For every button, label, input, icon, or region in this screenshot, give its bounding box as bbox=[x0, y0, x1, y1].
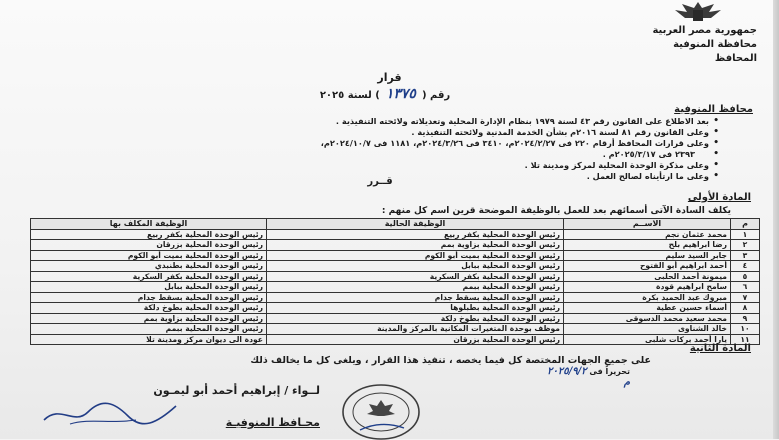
assigned-job: رئيس الوحدة المحلية بطنبدي bbox=[31, 261, 267, 272]
employee-name: رضا ابراهيم بلح bbox=[564, 240, 731, 251]
assigned-job: عودة الى ديوان مركز ومدينة تلا bbox=[31, 334, 267, 345]
table-row bbox=[31, 261, 760, 272]
row-index: ٦ bbox=[731, 282, 760, 293]
table-row bbox=[31, 240, 760, 251]
signatory-name: لــواء / إبراهيم أحمد أبو ليمـون bbox=[153, 384, 320, 397]
current-job: رئيس الوحدة المحلية بطبلوها bbox=[267, 303, 564, 314]
decree-number: ١٣٧٥ bbox=[385, 86, 416, 102]
col-header-current-job: الوظيفة الحالية bbox=[267, 219, 564, 230]
current-job: رئيس الوحدة المحلية بكفر ربيع bbox=[267, 229, 564, 240]
row-index: ٨ bbox=[731, 303, 760, 314]
preamble-item: • ٢٣٩٣ فى ٢٠٢٥/٣/١٧م . bbox=[79, 149, 719, 160]
employee-name: أحمد ابراهيم أبو الفتوح bbox=[564, 261, 731, 272]
decree-number-prefix: رقم ( bbox=[421, 90, 451, 101]
assigned-job: رئيس الوحدة المحلية بسقط جدام bbox=[31, 292, 267, 303]
article1-text: يكلف السادة الآتى أسمائهم بعد للعمل بالوظيفة الموضحة قرين اسم كل منهم : bbox=[381, 206, 731, 216]
employee-name: ميمونة أحمد الحلبى bbox=[564, 271, 731, 282]
issue-date bbox=[540, 366, 630, 388]
preamble-item: • وعلى مذكرة الوحدة المحلية لمركز ومدينة تلا . bbox=[79, 160, 719, 171]
table-row bbox=[31, 313, 760, 324]
table-row bbox=[31, 303, 760, 314]
table-body bbox=[31, 229, 760, 345]
decided-heading: قــرر bbox=[367, 176, 393, 187]
governor-heading: محافظ المنوفية bbox=[674, 104, 753, 115]
assigned-job: رئيس الوحدة المحلية بكفر ربيع bbox=[31, 229, 267, 240]
current-job: رئيس الوحدة المحلية ببابل bbox=[267, 261, 564, 272]
assigned-job: رئيس الوحدة المحلية بكفر السكرية bbox=[31, 271, 267, 282]
issue-date-prefix: تحريراً فى bbox=[589, 367, 630, 376]
issue-date-value: ٢٠٢٥/٩/٢ م bbox=[547, 366, 630, 388]
row-index: ٩ bbox=[731, 313, 760, 324]
employee-name: أسماء حسين عطية bbox=[564, 303, 731, 314]
employee-name: محمد سعيد محمد الدسوقى bbox=[564, 313, 731, 324]
issuer-header bbox=[577, 24, 757, 66]
current-job: رئيس الوحدة المحلية بزرقان bbox=[267, 334, 564, 345]
preamble-item: • وعلى قرارات المحافظ أرقام ٢٢٠ فى ٢٠٢٤/٢/٢٧م، ٣٤١٠ فى ٢٠٢٤/٣/٢٦م، ١١٨١ فى ٢٠٢٤/١٠/٧م، bbox=[79, 138, 719, 149]
table-row bbox=[31, 282, 760, 293]
current-job: رئيس الوحدة المحلية بزاوية بمم bbox=[267, 240, 564, 251]
table-row bbox=[31, 229, 760, 240]
current-job: رئيس الوحدة المحلية بطوخ دلكة bbox=[267, 313, 564, 324]
assigned-job: رئيس الوحدة المحلية بطوخ دلكة bbox=[31, 303, 267, 314]
table-row bbox=[31, 324, 760, 335]
assigned-job: رئيس الوحدة المحلية بزاوية بمم bbox=[31, 313, 267, 324]
table-row bbox=[31, 292, 760, 303]
employee-name: مبروك عبد الحميد بكرة bbox=[564, 292, 731, 303]
assigned-job: رئيس الوحدة المحلية ببابل bbox=[31, 282, 267, 293]
paper-edge bbox=[773, 0, 779, 439]
row-index: ١ bbox=[731, 229, 760, 240]
decree-title: قرار bbox=[377, 71, 402, 84]
table-header-row bbox=[31, 219, 760, 230]
official-seal-icon bbox=[340, 380, 422, 440]
preamble-item: • بعد الاطلاع على القانون رقم ٤٣ لسنة ١٩٧٩ بنظام الإدارة المحلية وتعديلاته ولائحته التنفيذية . bbox=[79, 116, 719, 127]
preamble-item: • وعلى القانون رقم ٨١ لسنة ٢٠١٦م بشأن الخدمة المدنية ولائحته التنفيذية . bbox=[79, 127, 719, 138]
row-index: ٤ bbox=[731, 261, 760, 272]
col-header-name: الاســم bbox=[564, 219, 731, 230]
current-job: رئيس الوحدة المحلية بميت أبو الكوم bbox=[267, 250, 564, 261]
preamble-item: • وعلى ما ارتأيناه لصالح العمل . bbox=[79, 171, 719, 182]
current-job: رئيس الوحدة المحلية ببمم bbox=[267, 282, 564, 293]
staff-assignment-table bbox=[30, 218, 760, 345]
employee-name: يارا أحمد بركات شلبى bbox=[564, 334, 731, 345]
assigned-job: رئيس الوحدة المحلية بميت أبو الكوم bbox=[31, 250, 267, 261]
header-governorate: محافظة المنوفية bbox=[673, 39, 757, 50]
article2-heading: المادة الثانية bbox=[689, 343, 751, 354]
employee-name: خالد الشناوى bbox=[564, 324, 731, 335]
current-job: موظف بوحدة المتغيرات المكانية بالمركز والمدينة bbox=[267, 324, 564, 335]
row-index: ١٠ bbox=[731, 324, 760, 335]
row-index: ٧ bbox=[731, 292, 760, 303]
employee-name: محمد عثمان نجم bbox=[564, 229, 731, 240]
header-country: جمهورية مصر العربية bbox=[652, 25, 757, 36]
preamble-list bbox=[79, 116, 719, 182]
row-index: ٢ bbox=[731, 240, 760, 251]
decree-number-suffix: ) لسنة ٢٠٢٥ bbox=[319, 90, 380, 101]
row-index: ٣ bbox=[731, 250, 760, 261]
signatory-role: محـافظ المنوفيـة bbox=[225, 416, 320, 429]
current-job: رئيس الوحدة المحلية بكفر السكرية bbox=[267, 271, 564, 282]
table-row bbox=[31, 271, 760, 282]
table-row bbox=[31, 334, 760, 345]
employee-name: سامح ابراهيم قودة bbox=[564, 282, 731, 293]
header-office: المحافظ bbox=[714, 53, 757, 64]
article2-text: على جميع الجهات المختصة كل فيما يخصه ، تنفيذ هذا القرار ، ويلغى كل ما يخالف ذلك bbox=[250, 355, 651, 366]
col-header-index: م bbox=[731, 219, 760, 230]
current-job: رئيس الوحدة المحلية بسقط جدام bbox=[267, 292, 564, 303]
article1-heading: المادة الأولى bbox=[687, 192, 751, 203]
col-header-assigned-job: الوظيفة المكلف بها bbox=[31, 219, 267, 230]
assigned-job: رئيس الوحدة المحلية بزرقان bbox=[31, 240, 267, 251]
employee-name: جابر السيد سليم bbox=[564, 250, 731, 261]
row-index: ١١ bbox=[731, 334, 760, 345]
table-row bbox=[31, 250, 760, 261]
row-index: ٥ bbox=[731, 271, 760, 282]
decree-number-line bbox=[270, 86, 500, 102]
eagle-emblem-icon bbox=[669, 0, 727, 22]
assigned-job: رئيس الوحدة المحلية ببمم bbox=[31, 324, 267, 335]
